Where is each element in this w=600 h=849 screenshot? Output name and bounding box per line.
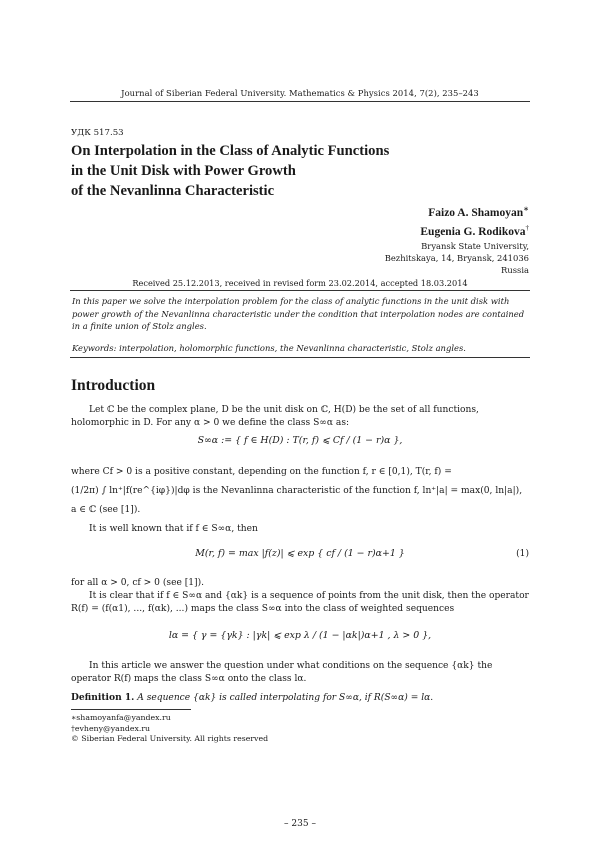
title-line: of the Nevanlinna Characteristic <box>71 183 275 199</box>
author-block <box>385 202 529 276</box>
received-dates: Received 25.12.2013, received in revised form 23.02.2014, accepted 18.03.2014 <box>132 278 468 288</box>
copyright-notice: © Siberian Federal University. All rights reserved <box>71 734 269 743</box>
definition-text: A sequence {αk} is called interpolating for S∞α, if R(S∞α) = lα. <box>137 693 434 703</box>
footnote-email: †evheny@yandex.ru <box>71 723 151 733</box>
paragraph: It is clear that if f ∈ S∞α and {αk} is a sequence of points from the unit disk, then the operator R(f) = (f(α1), ..., f(αk), ...) maps the class S∞α into the class of weighted sequences <box>71 591 529 615</box>
paragraph: for all α > 0, cf > 0 (see [1]). <box>71 578 205 588</box>
keywords: Keywords: interpolation, holomorphic functions, the Nevanlinna characteristic, Stolz angles. <box>72 343 466 353</box>
abstract: In this paper we solve the interpolation problem for the class of analytic functions in the unit disk with power growth of the Nevanlinna characteristic under the condition that interpolation nodes are contained in a finite union of Stolz angles. <box>72 296 525 332</box>
page-number: – 235 – <box>284 819 316 829</box>
journal-header: Journal of Siberian Federal University. Mathematics & Physics 2014, 7(2), 235–243 <box>121 88 479 98</box>
author-name: Faizo A. Shamoyan∗ <box>428 205 529 219</box>
paragraph <box>71 466 530 518</box>
affiliation: Bryansk State University, <box>421 240 529 251</box>
definition-label: Definition 1. <box>71 692 135 703</box>
paper-title <box>71 141 541 201</box>
footnote-rule <box>71 709 191 710</box>
equation-weighted-sequences: lα = { γ = {γk} : |γk| ⩽ exp λ / (1 − |αk|)α+1 , λ > 0 }, <box>168 630 432 641</box>
text-line: (1/2π) ∫ ln⁺|f(re^{iφ})|dφ is the Nevanlinna characteristic of the function f, ln⁺|a| = max(0, ln|a|), <box>71 486 523 497</box>
footnotes <box>71 713 268 745</box>
text-line: where Cf > 0 is a positive constant, depending on the function f, r ∈ [0,1), T(r, f) = <box>71 467 452 477</box>
equation-growth-estimate: M(r, f) = max |f(z)| ⩽ exp { cf / (1 − r)α+1 } <box>195 548 405 559</box>
definition <box>71 691 530 705</box>
abstract-top-rule <box>70 290 530 291</box>
paragraph: It is well known that if f ∈ S∞α, then <box>89 524 258 534</box>
title-line: On Interpolation in the Class of Analytic Functions <box>71 143 390 159</box>
paragraph: Let ℂ be the complex plane, D be the unit disk on ℂ, H(D) be the set of all functions, holomorphic in D. For any α > 0 we define the class S∞α as: <box>71 405 479 429</box>
author-name: Eugenia G. Rodikova† <box>420 223 529 238</box>
text-line: a ∈ ℂ (see [1]). <box>71 505 141 516</box>
title-line: in the Unit Disk with Power Growth <box>71 163 296 179</box>
footnote-email: ∗shamoyanfa@yandex.ru <box>71 713 171 722</box>
affiliation-address: Bezhitskaya, 14, Bryansk, 241036 <box>384 252 529 263</box>
udk-code: УДК 517.53 <box>71 128 124 138</box>
abstract-bottom-rule <box>70 357 530 358</box>
section-heading: Introduction <box>71 377 156 394</box>
paragraph: In this article we answer the question under what conditions on the sequence {αk} the operator R(f) maps the class S∞α onto the class lα. <box>71 661 493 685</box>
equation-number: (1) <box>516 549 529 559</box>
equation-class-definition: S∞α := { f ∈ H(D) : T(r, f) ⩽ Cf / (1 − r)α }, <box>197 435 403 446</box>
header-rule <box>70 101 530 102</box>
affiliation-country: Russia <box>501 264 529 275</box>
